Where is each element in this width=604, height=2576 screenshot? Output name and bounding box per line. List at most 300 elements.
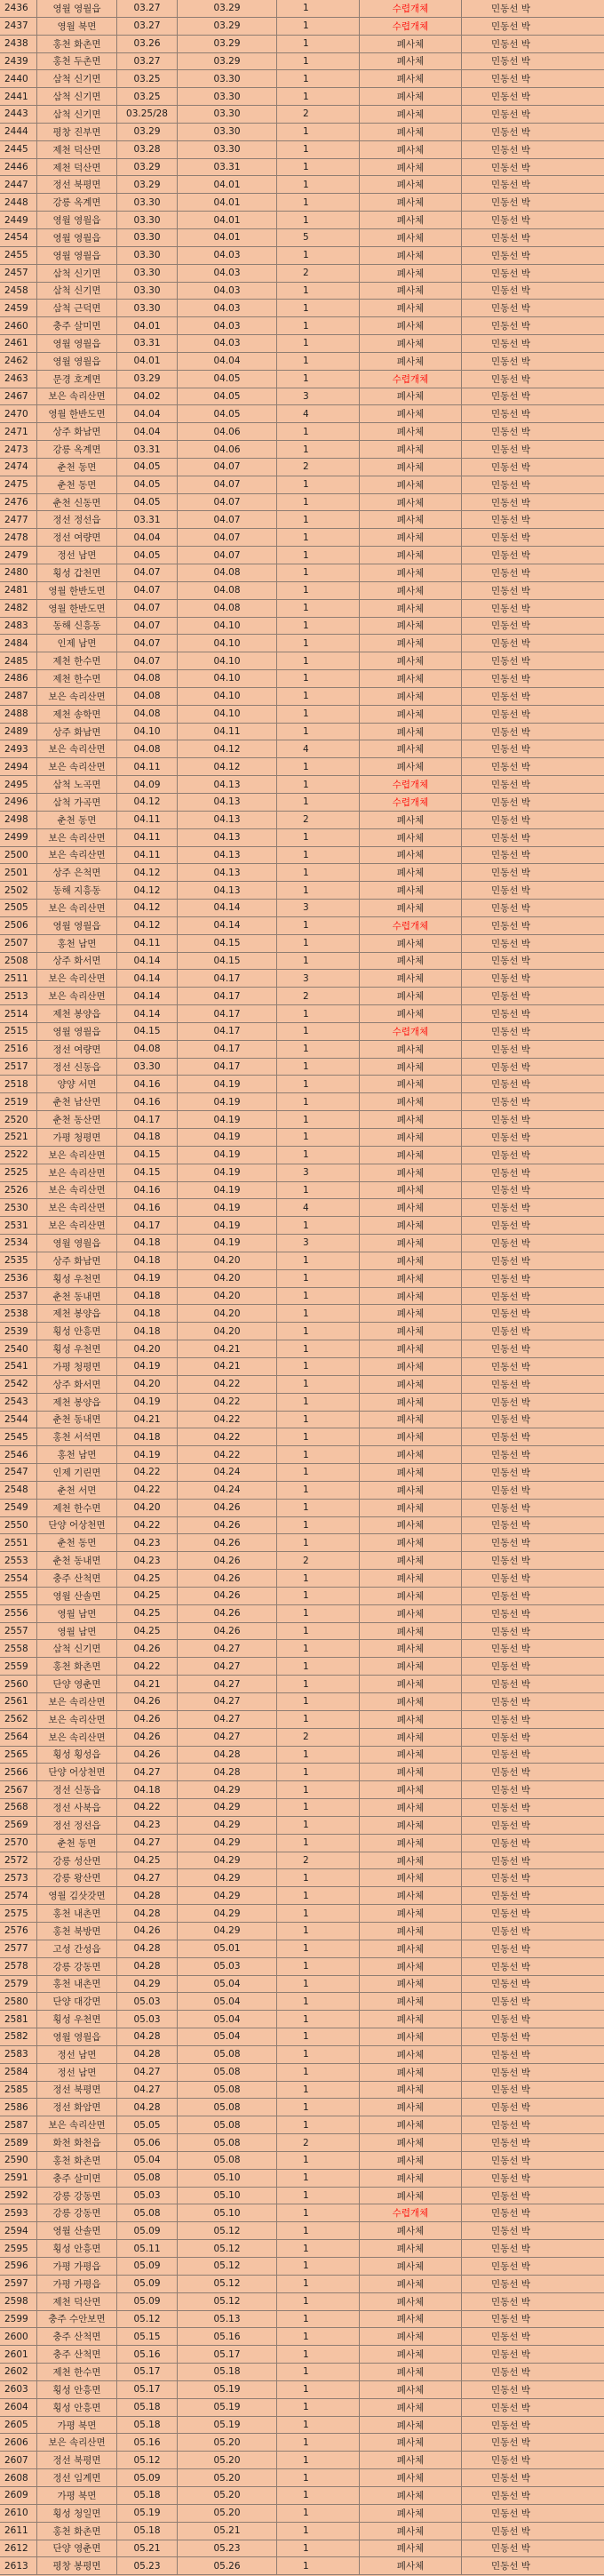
count-cell: 1 xyxy=(277,829,360,846)
handler-cell: 민동선 박 xyxy=(491,780,530,791)
handler-cell: 민동선 박 xyxy=(491,1608,530,1620)
table-row xyxy=(0,1869,604,1887)
table-row xyxy=(0,794,604,812)
found-date-cell: 04.01 xyxy=(117,317,178,334)
row-number-cell: 2560 xyxy=(0,1676,37,1692)
found-date-cell: 05.18 xyxy=(117,2523,178,2540)
count-cell: 1 xyxy=(277,2557,360,2574)
location-cell: 삼척 근덕면 xyxy=(37,300,117,316)
table-row xyxy=(0,635,604,652)
status-cell: 폐사체 xyxy=(360,317,462,334)
row-number-cell: 2517 xyxy=(0,1059,37,1076)
received-date-cell: 04.19 xyxy=(178,1129,277,1146)
location-cell: 홍천 서석면 xyxy=(37,1428,117,1445)
status-cell: 폐사체 xyxy=(360,970,462,987)
count-cell: 1 xyxy=(277,1570,360,1587)
status-cell: 수렵개체 xyxy=(360,1023,462,1040)
location-cell: 횡성 횡성읍 xyxy=(37,1747,117,1764)
handler-cell: 민동선 박 xyxy=(491,1061,530,1073)
found-date-cell: 04.21 xyxy=(117,1676,178,1692)
table-row xyxy=(0,1482,604,1500)
count-cell: 1 xyxy=(277,953,360,970)
location-cell: 정선 화암면 xyxy=(37,2099,117,2116)
row-number-cell: 2559 xyxy=(0,1658,37,1675)
found-date-cell: 04.19 xyxy=(117,1446,178,1463)
location-cell: 강릉 강동면 xyxy=(37,2204,117,2221)
status-cell: 폐사체 xyxy=(360,935,462,952)
found-date-cell: 04.27 xyxy=(117,1835,178,1852)
received-date-cell: 03.30 xyxy=(178,106,277,123)
received-date-cell: 04.19 xyxy=(178,1182,277,1199)
found-date-cell: 04.26 xyxy=(117,1747,178,1764)
received-date-cell: 04.26 xyxy=(178,1588,277,1604)
found-date-cell: 04.05 xyxy=(117,547,178,564)
received-date-cell: 05.20 xyxy=(178,2434,277,2451)
location-cell: 영월 남면 xyxy=(37,1623,117,1640)
handler-cell: 민동선 박 xyxy=(491,991,530,1003)
table-row xyxy=(0,917,604,935)
handler-cell: 민동선 박 xyxy=(491,268,530,279)
count-cell: 1 xyxy=(277,1252,360,1269)
found-date-cell: 04.11 xyxy=(117,812,178,828)
status-cell: 폐사체 xyxy=(360,1923,462,1940)
handler-cell: 민동선 박 xyxy=(491,1361,530,1372)
location-cell: 강릉 왕산면 xyxy=(37,1869,117,1886)
count-cell: 1 xyxy=(277,1482,360,1499)
found-date-cell: 03.27 xyxy=(117,0,178,17)
status-cell: 폐사체 xyxy=(360,1693,462,1710)
location-cell: 정선 여량면 xyxy=(37,529,117,546)
count-cell: 1 xyxy=(277,2222,360,2239)
handler-cell: 민동선 박 xyxy=(491,1185,530,1196)
count-cell: 1 xyxy=(277,159,360,176)
table-row xyxy=(0,88,604,106)
count-cell: 3 xyxy=(277,1164,360,1181)
found-date-cell: 03.30 xyxy=(117,300,178,316)
table-row xyxy=(0,740,604,758)
location-cell: 보은 속리산면 xyxy=(37,900,117,916)
table-row xyxy=(0,70,604,88)
status-cell: 폐사체 xyxy=(360,106,462,123)
table-row xyxy=(0,247,604,265)
handler-cell: 민동선 박 xyxy=(491,762,530,773)
count-cell: 1 xyxy=(277,18,360,35)
status-cell: 폐사체 xyxy=(360,706,462,723)
table-row xyxy=(0,847,604,865)
handler-cell: 민동선 박 xyxy=(491,515,530,526)
count-cell: 1 xyxy=(277,2099,360,2116)
count-cell: 1 xyxy=(277,1129,360,1146)
status-cell: 폐사체 xyxy=(360,1217,462,1234)
location-cell: 정선 남면 xyxy=(37,2064,117,2081)
status-cell: 폐사체 xyxy=(360,247,462,264)
received-date-cell: 04.17 xyxy=(178,1023,277,1040)
received-date-cell: 04.17 xyxy=(178,988,277,1004)
status-cell: 폐사체 xyxy=(360,1182,462,1199)
status-cell: 폐사체 xyxy=(360,194,462,211)
table-row xyxy=(0,2028,604,2046)
row-number-cell: 2511 xyxy=(0,970,37,987)
table-row xyxy=(0,371,604,388)
count-cell: 1 xyxy=(277,935,360,952)
handler-cell: 민동선 박 xyxy=(491,1749,530,1761)
location-cell: 정선 남면 xyxy=(37,547,117,564)
location-cell: 영월 영월읍 xyxy=(37,212,117,228)
row-number-cell: 2448 xyxy=(0,194,37,211)
location-cell: 보은 속리산면 xyxy=(37,1729,117,1746)
location-cell: 춘천 동내면 xyxy=(37,1288,117,1305)
count-cell: 1 xyxy=(277,1041,360,1058)
location-cell: 충주 수안보면 xyxy=(37,2311,117,2328)
table-row xyxy=(0,141,604,159)
row-number-cell: 2546 xyxy=(0,1446,37,1463)
handler-cell: 민동선 박 xyxy=(491,726,530,738)
location-cell: 춘천 동면 xyxy=(37,1835,117,1852)
table-row xyxy=(0,176,604,194)
table-row xyxy=(0,618,604,636)
table-row xyxy=(0,1076,604,1093)
table-row xyxy=(0,864,604,882)
received-date-cell: 04.24 xyxy=(178,1464,277,1481)
row-number-cell: 2535 xyxy=(0,1252,37,1269)
table-row xyxy=(0,494,604,512)
handler-cell: 민동선 박 xyxy=(491,2296,530,2308)
table-row xyxy=(0,1270,604,1288)
found-date-cell: 04.04 xyxy=(117,405,178,422)
row-number-cell: 2438 xyxy=(0,36,37,52)
location-cell: 상주 화서면 xyxy=(37,1376,117,1393)
found-date-cell: 04.22 xyxy=(117,1482,178,1499)
row-number-cell: 2473 xyxy=(0,441,37,458)
received-date-cell: 05.08 xyxy=(178,2082,277,2099)
handler-cell: 민동선 박 xyxy=(491,1837,530,1849)
status-cell: 폐사체 xyxy=(360,2523,462,2540)
received-date-cell: 04.07 xyxy=(178,511,277,528)
table-row xyxy=(0,511,604,529)
row-number-cell: 2471 xyxy=(0,423,37,440)
location-cell: 홍천 화촌면 xyxy=(37,36,117,52)
received-date-cell: 04.06 xyxy=(178,441,277,458)
found-date-cell: 03.31 xyxy=(117,335,178,352)
count-cell: 1 xyxy=(277,1428,360,1445)
row-number-cell: 2604 xyxy=(0,2399,37,2416)
count-cell: 1 xyxy=(277,2204,360,2221)
table-row xyxy=(0,1623,604,1641)
handler-cell: 민동선 박 xyxy=(491,1097,530,1108)
handler-cell: 민동선 박 xyxy=(491,2278,530,2290)
row-number-cell: 2488 xyxy=(0,706,37,723)
table-row xyxy=(0,1305,604,1323)
found-date-cell: 04.28 xyxy=(117,1887,178,1904)
table-row xyxy=(0,0,604,18)
location-cell: 상주 화남면 xyxy=(37,1252,117,1269)
received-date-cell: 04.27 xyxy=(178,1711,277,1728)
received-date-cell: 04.13 xyxy=(178,864,277,881)
location-cell: 정선 신동읍 xyxy=(37,1059,117,1076)
table-row xyxy=(0,1764,604,1781)
status-cell: 폐사체 xyxy=(360,2046,462,2063)
count-cell: 1 xyxy=(277,194,360,211)
row-number-cell: 2437 xyxy=(0,18,37,35)
table-row xyxy=(0,1711,604,1729)
location-cell: 보은 속리산면 xyxy=(37,847,117,864)
count-cell: 1 xyxy=(277,283,360,300)
received-date-cell: 05.19 xyxy=(178,2399,277,2416)
status-cell: 폐사체 xyxy=(360,159,462,176)
table-row xyxy=(0,2505,604,2523)
table-row xyxy=(0,405,604,423)
status-cell: 폐사체 xyxy=(360,758,462,775)
found-date-cell: 03.25 xyxy=(117,70,178,87)
status-cell: 폐사체 xyxy=(360,2082,462,2099)
count-cell: 1 xyxy=(277,70,360,87)
handler-cell: 민동선 박 xyxy=(491,1115,530,1126)
count-cell: 1 xyxy=(277,2293,360,2310)
row-number-cell: 2543 xyxy=(0,1394,37,1411)
table-row xyxy=(0,1588,604,1605)
found-date-cell: 04.11 xyxy=(117,935,178,952)
table-row xyxy=(0,1905,604,1923)
handler-cell: 민동선 박 xyxy=(491,444,530,456)
location-cell: 강릉 강동면 xyxy=(37,1958,117,1975)
received-date-cell: 05.26 xyxy=(178,2557,277,2574)
received-date-cell: 04.26 xyxy=(178,1570,277,1587)
location-cell: 평창 봉평면 xyxy=(37,2557,117,2574)
found-date-cell: 04.15 xyxy=(117,1023,178,1040)
row-number-cell: 2595 xyxy=(0,2240,37,2257)
received-date-cell: 03.30 xyxy=(178,70,277,87)
row-number-cell: 2565 xyxy=(0,1747,37,1764)
location-cell: 충주 산척면 xyxy=(37,1570,117,1587)
status-cell: 폐사체 xyxy=(360,494,462,511)
count-cell: 1 xyxy=(277,1005,360,1022)
handler-cell: 민동선 박 xyxy=(491,1996,530,2008)
count-cell: 4 xyxy=(277,405,360,422)
found-date-cell: 04.18 xyxy=(117,1235,178,1252)
status-cell: 폐사체 xyxy=(360,2099,462,2116)
status-cell: 폐사체 xyxy=(360,618,462,635)
count-cell: 1 xyxy=(277,2469,360,2486)
count-cell: 1 xyxy=(277,141,360,158)
row-number-cell: 2562 xyxy=(0,1711,37,1728)
status-cell: 폐사체 xyxy=(360,688,462,705)
count-cell: 2 xyxy=(277,1729,360,1746)
table-row xyxy=(0,953,604,971)
handler-cell: 민동선 박 xyxy=(491,479,530,491)
count-cell: 1 xyxy=(277,2152,360,2169)
row-number-cell: 2489 xyxy=(0,724,37,740)
count-cell: 1 xyxy=(277,371,360,388)
received-date-cell: 04.01 xyxy=(178,229,277,246)
location-cell: 춘천 동면 xyxy=(37,1534,117,1551)
table-row xyxy=(0,476,604,494)
count-cell: 1 xyxy=(277,2364,360,2380)
handler-cell: 민동선 박 xyxy=(491,2208,530,2220)
location-cell: 정선 남면 xyxy=(37,2046,117,2063)
location-cell: 홍천 화촌면 xyxy=(37,2152,117,2169)
received-date-cell: 04.29 xyxy=(178,1835,277,1852)
count-cell: 1 xyxy=(277,2381,360,2398)
location-cell: 횡성 청일면 xyxy=(37,2505,117,2522)
count-cell: 1 xyxy=(277,335,360,352)
location-cell: 문경 호계면 xyxy=(37,371,117,388)
location-cell: 보은 속리산면 xyxy=(37,2116,117,2133)
count-cell: 1 xyxy=(277,0,360,17)
row-number-cell: 2463 xyxy=(0,371,37,388)
found-date-cell: 05.21 xyxy=(117,2540,178,2557)
location-cell: 평창 진부면 xyxy=(37,124,117,140)
received-date-cell: 03.30 xyxy=(178,141,277,158)
found-date-cell: 04.11 xyxy=(117,829,178,846)
table-row xyxy=(0,388,604,406)
table-row xyxy=(0,2311,604,2329)
count-cell: 1 xyxy=(277,2487,360,2504)
status-cell: 폐사체 xyxy=(360,212,462,228)
received-date-cell: 05.04 xyxy=(178,2011,277,2028)
status-cell: 폐사체 xyxy=(360,1059,462,1076)
table-row xyxy=(0,1182,604,1200)
row-number-cell: 2554 xyxy=(0,1570,37,1587)
row-number-cell: 2496 xyxy=(0,794,37,811)
row-number-cell: 2583 xyxy=(0,2046,37,2063)
found-date-cell: 03.29 xyxy=(117,159,178,176)
table-row xyxy=(0,812,604,829)
found-date-cell: 04.02 xyxy=(117,388,178,405)
received-date-cell: 04.29 xyxy=(178,1799,277,1816)
row-number-cell: 2557 xyxy=(0,1623,37,1640)
received-date-cell: 04.26 xyxy=(178,1534,277,1551)
row-number-cell: 2455 xyxy=(0,247,37,264)
found-date-cell: 04.26 xyxy=(117,1711,178,1728)
found-date-cell: 04.18 xyxy=(117,1252,178,1269)
location-cell: 강릉 강동면 xyxy=(37,2188,117,2204)
count-cell: 1 xyxy=(277,2188,360,2204)
table-row xyxy=(0,564,604,582)
location-cell: 삼척 신기면 xyxy=(37,283,117,300)
location-cell: 춘천 동내면 xyxy=(37,1412,117,1428)
table-row xyxy=(0,229,604,247)
received-date-cell: 04.13 xyxy=(178,794,277,811)
location-cell: 삼척 신기면 xyxy=(37,265,117,282)
received-date-cell: 04.10 xyxy=(178,652,277,669)
row-number-cell: 2601 xyxy=(0,2346,37,2363)
status-cell: 폐사체 xyxy=(360,2452,462,2468)
received-date-cell: 04.03 xyxy=(178,300,277,316)
received-date-cell: 05.04 xyxy=(178,1976,277,1993)
location-cell: 정선 여량면 xyxy=(37,1041,117,1058)
found-date-cell: 04.14 xyxy=(117,953,178,970)
count-cell: 1 xyxy=(277,2523,360,2540)
handler-cell: 민동선 박 xyxy=(491,1467,530,1478)
handler-cell: 민동선 박 xyxy=(491,2543,530,2555)
table-row xyxy=(0,1534,604,1552)
table-row xyxy=(0,1428,604,1446)
status-cell: 폐사체 xyxy=(360,88,462,105)
count-cell: 1 xyxy=(277,2399,360,2416)
found-date-cell: 04.19 xyxy=(117,1358,178,1375)
row-number-cell: 2568 xyxy=(0,1799,37,1816)
status-cell: 폐사체 xyxy=(360,953,462,970)
status-cell: 폐사체 xyxy=(360,2417,462,2434)
status-cell: 폐사체 xyxy=(360,1394,462,1411)
location-cell: 단양 어상천면 xyxy=(37,1764,117,1780)
handler-cell: 민동선 박 xyxy=(491,902,530,914)
received-date-cell: 04.07 xyxy=(178,494,277,511)
handler-cell: 민동선 박 xyxy=(491,2384,530,2396)
received-date-cell: 04.20 xyxy=(178,1270,277,1287)
status-cell: 폐사체 xyxy=(360,670,462,687)
table-row xyxy=(0,2469,604,2487)
status-cell: 폐사체 xyxy=(360,2434,462,2451)
row-number-cell: 2542 xyxy=(0,1376,37,1393)
table-row xyxy=(0,2188,604,2205)
row-number-cell: 2478 xyxy=(0,529,37,546)
received-date-cell: 04.03 xyxy=(178,247,277,264)
row-number-cell: 2460 xyxy=(0,317,37,334)
location-cell: 보은 속리산면 xyxy=(37,1711,117,1728)
count-cell: 1 xyxy=(277,1658,360,1675)
status-cell: 폐사체 xyxy=(360,724,462,740)
location-cell: 삼척 가곡면 xyxy=(37,794,117,811)
status-cell: 폐사체 xyxy=(360,1817,462,1834)
received-date-cell: 04.22 xyxy=(178,1412,277,1428)
row-number-cell: 2587 xyxy=(0,2116,37,2133)
location-cell: 홍천 화촌면 xyxy=(37,1658,117,1675)
received-date-cell: 05.20 xyxy=(178,2487,277,2504)
count-cell: 1 xyxy=(277,529,360,546)
found-date-cell: 04.25 xyxy=(117,1623,178,1640)
handler-cell: 민동선 박 xyxy=(491,1009,530,1020)
location-cell: 보은 속리산면 xyxy=(37,740,117,757)
found-date-cell: 04.08 xyxy=(117,740,178,757)
count-cell: 1 xyxy=(277,652,360,669)
table-row xyxy=(0,423,604,441)
count-cell: 1 xyxy=(277,2328,360,2345)
received-date-cell: 04.10 xyxy=(178,618,277,635)
location-cell: 횡성 안흥면 xyxy=(37,1323,117,1340)
row-number-cell: 2536 xyxy=(0,1270,37,1287)
table-row xyxy=(0,2452,604,2469)
location-cell: 횡성 안흥면 xyxy=(37,2240,117,2257)
table-row xyxy=(0,935,604,953)
received-date-cell: 04.05 xyxy=(178,388,277,405)
location-cell: 영월 영월읍 xyxy=(37,2028,117,2045)
row-number-cell: 2550 xyxy=(0,1517,37,1534)
received-date-cell: 04.01 xyxy=(178,176,277,193)
status-cell: 폐사체 xyxy=(360,229,462,246)
location-cell: 제천 봉양읍 xyxy=(37,1005,117,1022)
row-number-cell: 2508 xyxy=(0,953,37,970)
location-cell: 충주 살미면 xyxy=(37,317,117,334)
received-date-cell: 04.26 xyxy=(178,1552,277,1569)
status-cell: 폐사체 xyxy=(360,1905,462,1922)
handler-cell: 민동선 박 xyxy=(491,1026,530,1037)
row-number-cell: 2516 xyxy=(0,1041,37,1058)
received-date-cell: 05.12 xyxy=(178,2240,277,2257)
found-date-cell: 04.17 xyxy=(117,1217,178,1234)
status-cell: 폐사체 xyxy=(360,265,462,282)
handler-cell: 민동선 박 xyxy=(491,2349,530,2361)
count-cell: 1 xyxy=(277,1111,360,1128)
status-cell: 폐사체 xyxy=(360,1835,462,1852)
count-cell: 1 xyxy=(277,124,360,140)
row-number-cell: 2440 xyxy=(0,70,37,87)
row-number-cell: 2486 xyxy=(0,670,37,687)
status-cell: 폐사체 xyxy=(360,2240,462,2257)
status-cell: 폐사체 xyxy=(360,2152,462,2169)
handler-cell: 민동선 박 xyxy=(491,2084,530,2096)
found-date-cell: 05.03 xyxy=(117,2188,178,2204)
